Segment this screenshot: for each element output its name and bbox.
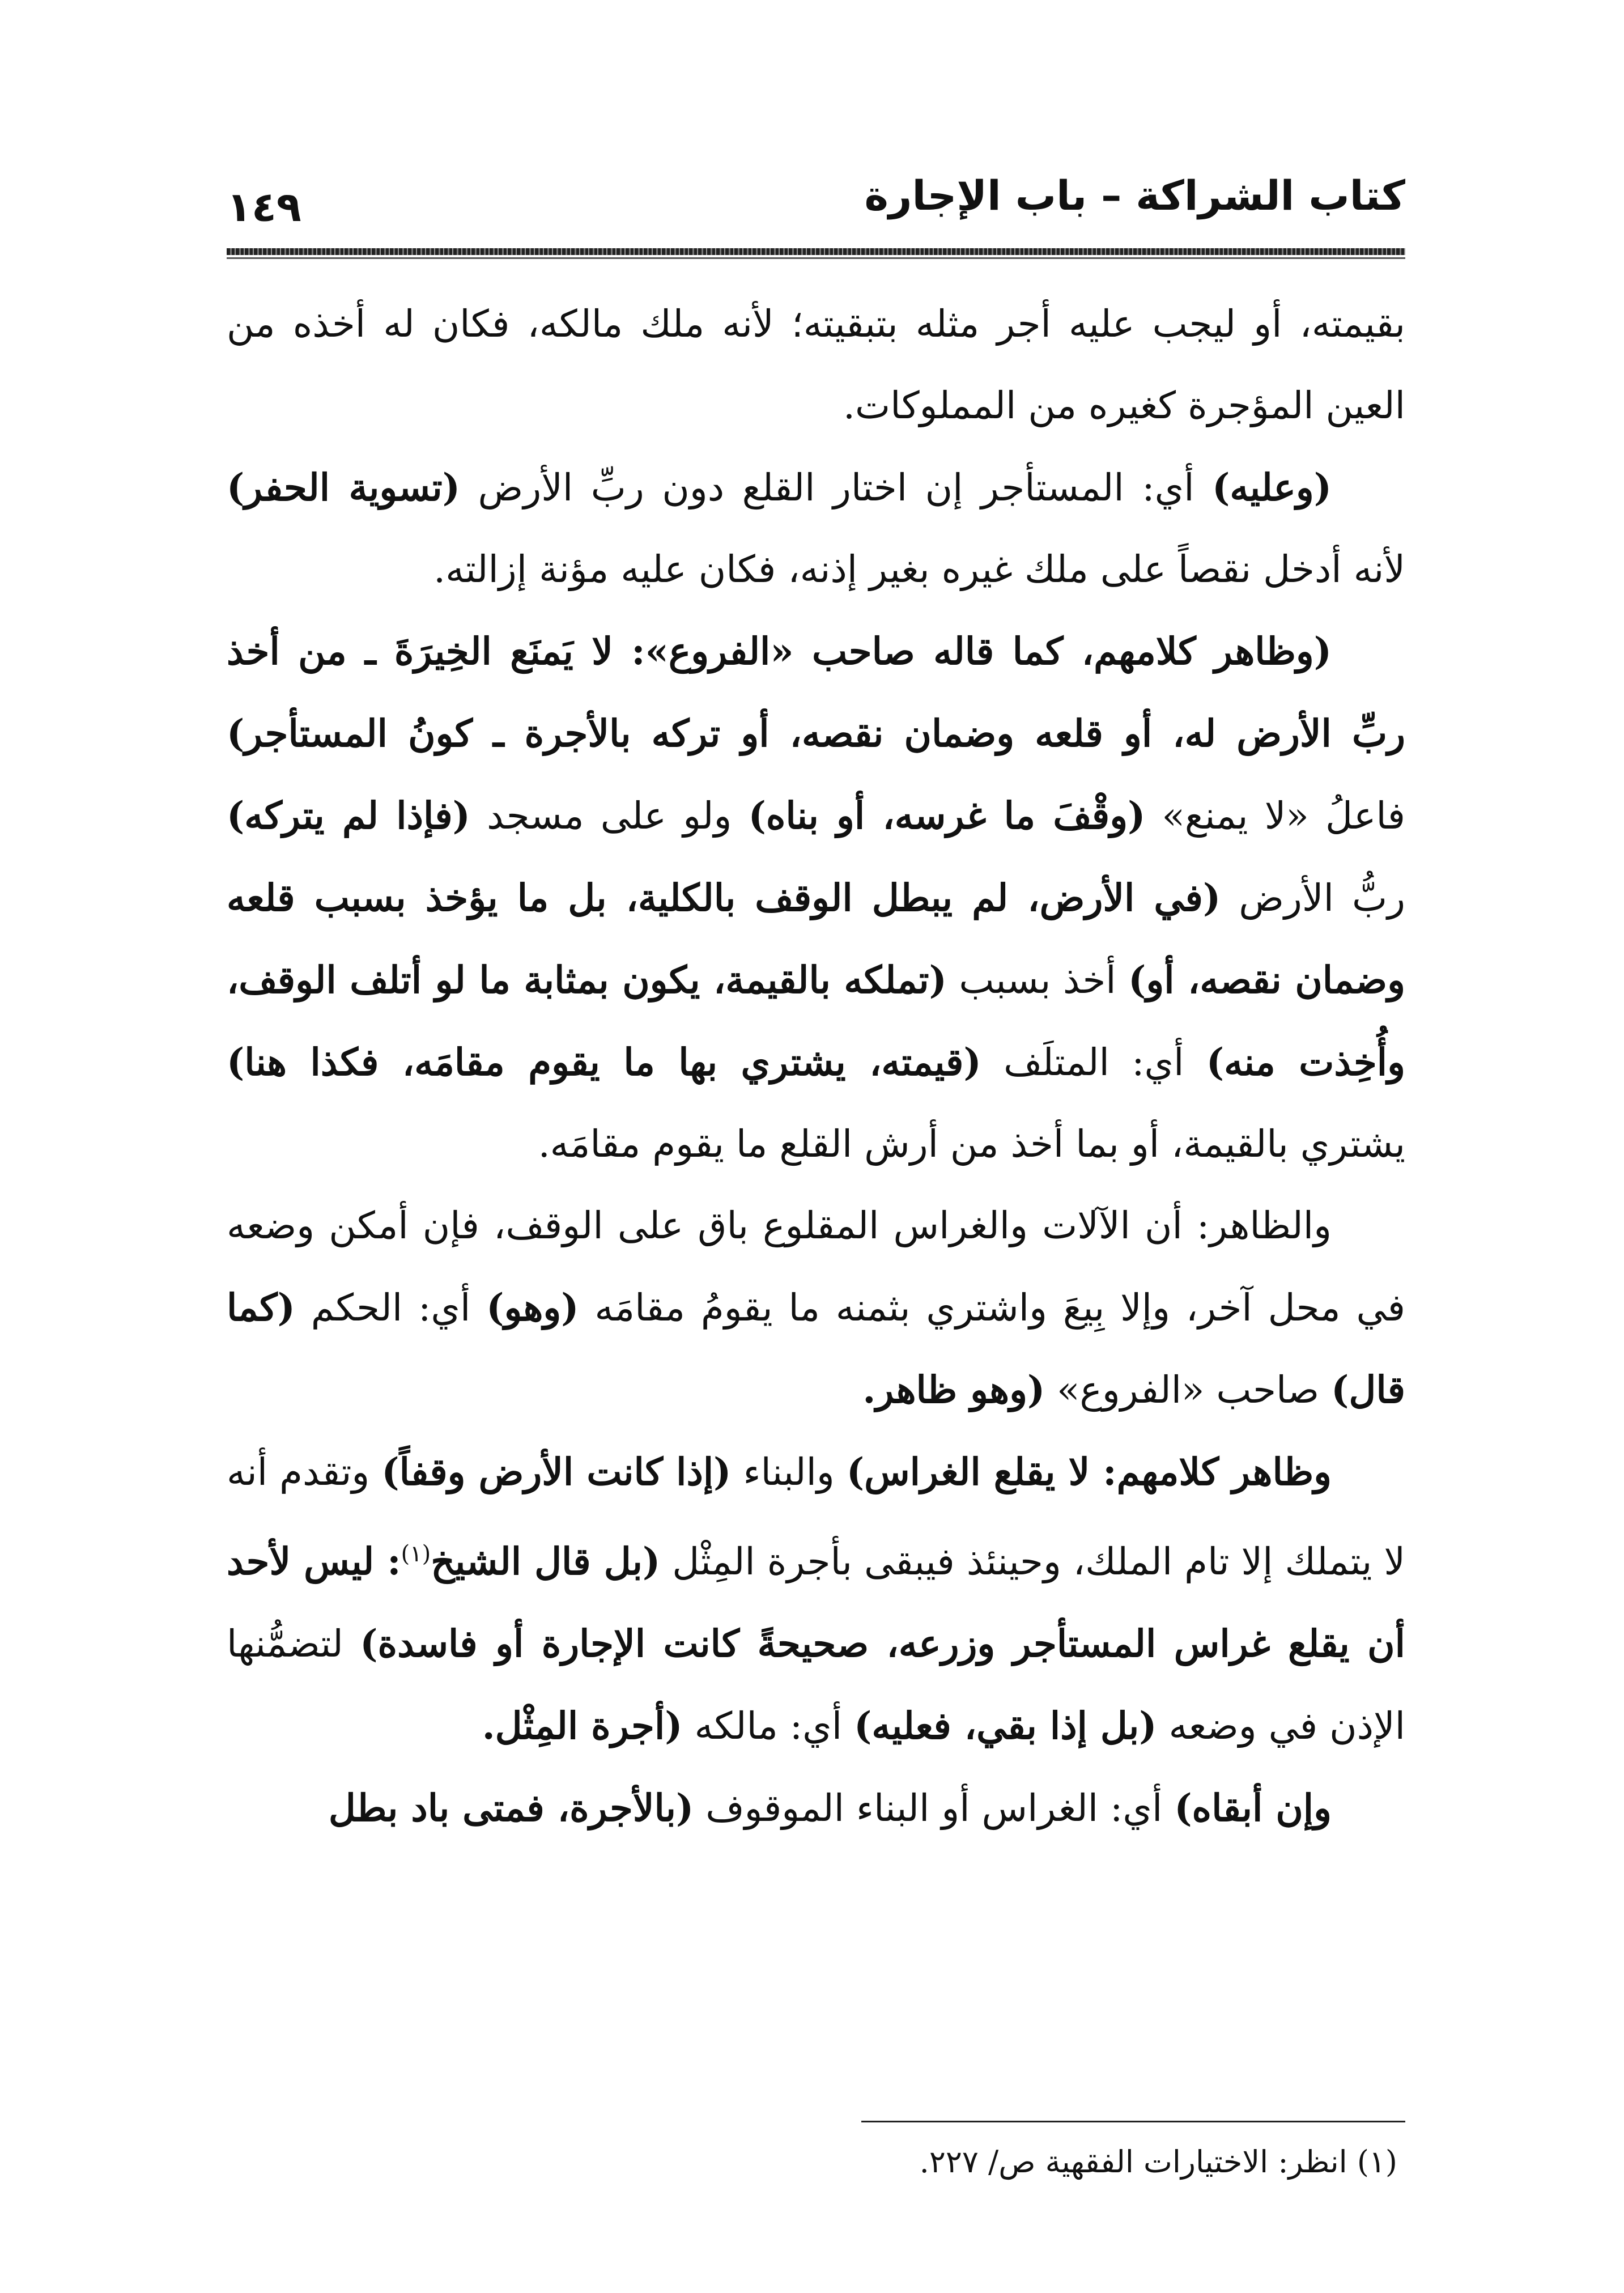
bold-run: (في الأرض، لم يبطل الوقف بالكلية، بل ما يؤخذ بسبب قلعه وضمان نقصه، أو) bbox=[227, 876, 1405, 1002]
bold-run: (وظاهر كلامهم، كما قاله صاحب «الفروع»: لا يَمنَع الخِيرَةَ ـ من أخذ ربِّ الأرض له، أو قلعه وضمان نقصه، أو تركه بالأجرة ـ كونُ المستأجر) bbox=[227, 629, 1405, 755]
text-run: لأنه أدخل نقصاً على ملك غيره بغير إذنه، فكان عليه مؤنة إزالته. bbox=[433, 547, 1405, 591]
bold-run: (إذا كانت الأرض وقفاً) bbox=[381, 1450, 732, 1494]
text-run: والظاهر: أن الآلات والغراس المقلوع باق على الوقف، فإن أمكن وضعه في محل آخر، وإلا بِيعَ واشتري بثمنه ما يقومُ مقامَه bbox=[227, 1204, 1405, 1330]
bold-run: : ليس لأحد أن يقلع غراس المستأجر وزرعه، صحيحةً كانت الإجارة أو فاسدة) bbox=[227, 1539, 1405, 1666]
bold-run: (بل قال الشيخ bbox=[431, 1539, 661, 1583]
bold-run: (بالأجرة، فمتى باد بطل bbox=[328, 1786, 694, 1830]
text-run: لتضمُّنها الإذن في وضعه bbox=[227, 1622, 1405, 1748]
bold-run: (تسوية الحفر) bbox=[227, 465, 460, 509]
footnote-marker[interactable]: (١) bbox=[401, 1541, 431, 1567]
text-run: أي: المستأجر إن اختار القلع دون ربِّ الأرض bbox=[460, 466, 1213, 509]
text-run: والبناء bbox=[731, 1450, 847, 1494]
text-run: فاعلُ «لا يمنع» bbox=[1145, 794, 1406, 838]
paragraph-5 bbox=[227, 1431, 1405, 1767]
bold-run: وظاهر كلامهم: لا يقلع الغراس) bbox=[846, 1450, 1332, 1494]
bold-run: (وعليه) bbox=[1212, 465, 1332, 509]
text-run: وتقدم أنه لا يتملك إلا تام الملك، وحينئذ فيبقى بأجرة المِثْل bbox=[227, 1450, 1405, 1583]
text-run: أي: المتلَف bbox=[981, 1041, 1206, 1084]
main-text bbox=[227, 283, 1405, 1849]
text-run: بقيمته، أو ليجب عليه أجر مثله بتبقيته؛ لأنه ملك مالكه، فكان له أخذه من العين المؤجرة كغيره من المملوكات. bbox=[227, 302, 1405, 427]
bold-run: (وهو) bbox=[486, 1285, 579, 1330]
text-run: أي: الحكم bbox=[295, 1286, 487, 1330]
text-run: أي: الغراس أو البناء الموقوف bbox=[694, 1786, 1175, 1830]
bold-run: وإن أبقاه) bbox=[1174, 1786, 1332, 1830]
bold-run: (قيمته، يشتري بها ما يقوم مقامَه، فكذا هنا) bbox=[227, 1040, 981, 1084]
header-divider-thin bbox=[227, 257, 1405, 259]
running-header bbox=[227, 164, 1405, 244]
page-number: ١٤٩ bbox=[227, 183, 301, 231]
paragraph-6 bbox=[227, 1767, 1405, 1849]
paragraph-4 bbox=[227, 1185, 1405, 1431]
bold-run: (أجرة المِثْل. bbox=[482, 1704, 683, 1748]
footnote: (١) انظر: الاختيارات الفقهية ص/ ٢٢٧. bbox=[919, 2144, 1397, 2180]
paragraph-2 bbox=[227, 447, 1405, 610]
paragraph-1 bbox=[227, 283, 1405, 447]
text-run: يشتري بالقيمة، أو بما أخذ من أرش القلع ما يقوم مقامَه. bbox=[538, 1122, 1405, 1166]
bold-run: (وهو ظاهر. bbox=[862, 1368, 1045, 1412]
bold-run: (فإذا لم يتركه) bbox=[227, 793, 470, 838]
bold-run: (بل إذا بقي، فعليه) bbox=[854, 1704, 1157, 1748]
bold-run: (كما قال) bbox=[227, 1285, 1405, 1412]
header-divider bbox=[227, 248, 1405, 255]
text-run: ولو على مسجد bbox=[470, 794, 749, 838]
bold-run: (تملكه بالقيمة، يكون بمثابة ما لو أتلف الوقف، وأُخِذت منه) bbox=[227, 958, 1405, 1084]
text-run: أي: مالكه bbox=[682, 1704, 854, 1748]
header-title: كتاب الشراكة – باب الإجارة bbox=[864, 172, 1405, 219]
text-run: أخذ بسبب bbox=[946, 958, 1129, 1002]
footnote-divider bbox=[861, 2121, 1405, 2122]
text-run: ربُّ الأرض bbox=[1221, 876, 1405, 920]
text-run: صاحب «الفروع» bbox=[1045, 1368, 1332, 1412]
bold-run: (وقْفَ ما غرسه، أو بناه) bbox=[748, 793, 1146, 838]
paragraph-3 bbox=[227, 610, 1405, 1185]
